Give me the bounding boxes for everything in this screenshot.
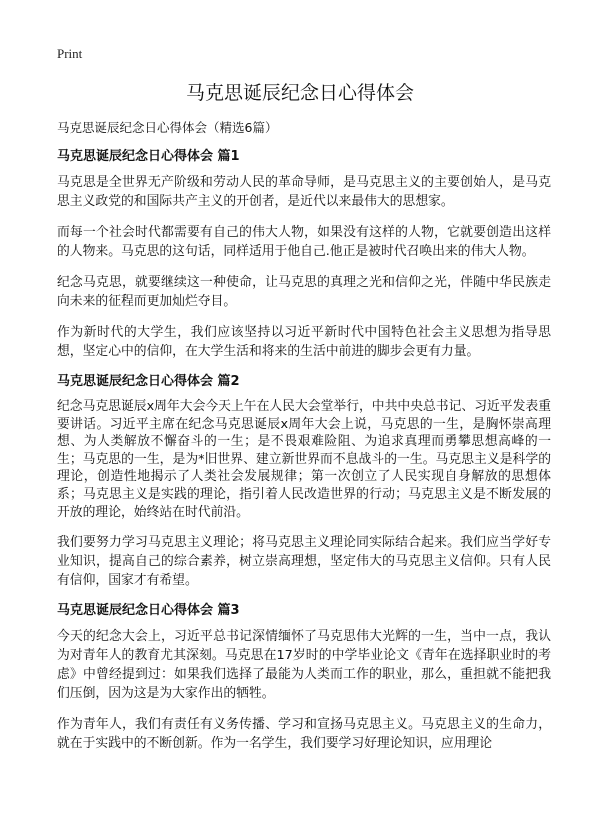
- paragraph: 作为新时代的大学生，我们应该坚持以习近平新时代中国特色社会主义思想为指导思想，坚定心中的信仰，在大学生活和将来的生活中前进的脚步会更有力量。: [57, 325, 551, 359]
- paragraph: 马克思是全世界无产阶级和劳动人民的革命导师，是马克思主义的主要创始人，是马克思主义政党的和国际共产主义的开创者，是近代以来最伟大的思想家。: [57, 175, 551, 209]
- paragraph: 我们要努力学习马克思主义理论；将马克思主义理论同实际结合起来。我们应当学好专业知识，提高自己的综合素养，树立崇高理想，坚定伟大的马克思主义信仰。只有人民有信仰，国家才有希望。: [57, 535, 551, 589]
- paragraph: 今天的纪念大会上，习近平总书记深情缅怀了马克思伟大光辉的一生，当中一点，我认为对青年人的教育尤其深刻。马克思在17岁时的中学毕业论文《青年在选择职业时的考虑》中曾经提到过：如果我们选择了最能为人类而工作的职业，那么，重担就不能把我们压倒，因为这是为大家作出的牺牲。: [57, 629, 551, 702]
- paragraph: 纪念马克思，就要继续这一种使命，让马克思的真理之光和信仰之光，伴随中华民族走向未来的征程而更加灿烂夺目。: [57, 275, 551, 309]
- section-heading: 马克思诞辰纪念日心得体会 篇2: [57, 374, 240, 389]
- document-body: [57, 119, 551, 765]
- section-heading: 马克思诞辰纪念日心得体会 篇1: [57, 149, 240, 164]
- page-title: 马克思诞辰纪念日心得体会: [185, 82, 414, 104]
- print-link[interactable]: Print: [57, 46, 83, 61]
- document-subtitle: 马克思诞辰纪念日心得体会（精选6篇）: [57, 120, 278, 135]
- paragraph: 纪念马克思诞辰x周年大会今天上午在人民大会堂举行，中共中央总书记、习近平发表重要讲话。习近平主席在纪念马克思诞辰x周年大会上说，马克思的一生，是胸怀崇高理想、为人类解放不懈奋斗的一生；是不畏艰难险阻、为追求真理而勇攀思想高峰的一生；马克思的一生，是为*旧世界、建立新世界而不息战斗的一生。马克思主义是科学的理论，创造性地揭示了人类社会发展规律；第一次创立了人民实现自身解放的思想体系；马克思主义是实践的理论，指引着人民改造世界的行动；马克思主义是不断发展的开放的理论，始终站在时代前沿。: [57, 399, 551, 520]
- paragraph: 作为青年人，我们有责任有义务传播、学习和宣扬马克思主义。马克思主义的生命力，就在于实践中的不断创新。作为一名学生，我们要学习好理论知识，应用理论: [57, 717, 551, 752]
- paragraph: 而每一个社会时代都需要有自己的伟大人物，如果没有这样的人物，它就要创造出这样的人物来。马克思的这句话，同样适用于他自己.他正是被时代召唤出来的伟大人物。: [57, 225, 551, 259]
- section-heading: 马克思诞辰纪念日心得体会 篇3: [57, 603, 240, 619]
